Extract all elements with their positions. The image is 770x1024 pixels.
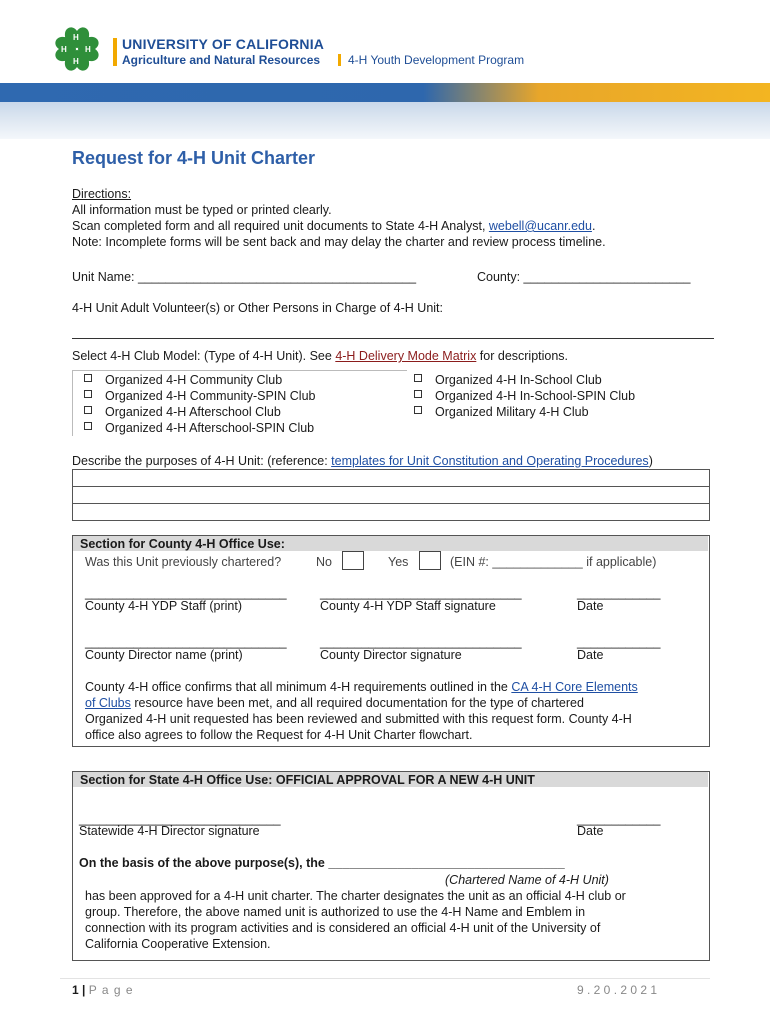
ydp-staff-print-label: County 4-H YDP Staff (print) [85, 599, 243, 613]
county-confirm-text: County 4-H office confirms that all minimum 4-H requirements outlined in the [85, 680, 512, 694]
county-confirm-text: resource have been met, and all required documentation for the type of chartered [130, 696, 584, 710]
checkbox-icon[interactable] [84, 374, 92, 382]
ydp-staff-signature-label: County 4-H YDP Staff signature [320, 599, 496, 613]
option-military[interactable] [414, 404, 589, 420]
org-subtitle: Agriculture and Natural Resources [122, 53, 321, 67]
county-section-heading: Section for County 4-H Office Use: [80, 537, 285, 551]
director-signature-label: County Director signature [320, 648, 462, 662]
club-model-label-end: for descriptions. [476, 349, 569, 363]
directions-line-3: Note: Incomplete forms will be sent back and may delay the charter and review process timeline. [72, 235, 606, 249]
checkbox-icon[interactable] [84, 406, 92, 414]
county-confirm-line-2 [85, 695, 584, 711]
page-word: P a g e [88, 983, 134, 997]
core-elements-link-cont[interactable]: of Clubs [85, 696, 131, 710]
svg-text:H: H [61, 45, 67, 54]
no-checkbox[interactable] [342, 551, 364, 570]
option-label: Organized 4-H Community Club [105, 373, 283, 387]
directions-line-2-text: Scan completed form and all required unit documents to State 4-H Analyst, [72, 219, 489, 233]
checkbox-icon[interactable] [84, 390, 92, 398]
footer-date: 9 . 2 0 . 2 0 2 1 [577, 983, 658, 997]
approval-text-4: California Cooperative Extension. [85, 937, 271, 951]
director-signature-line[interactable]: _____________________________ [320, 635, 522, 649]
directions-line-2-end: . [591, 219, 596, 233]
purposes-label-end: ) [648, 454, 653, 468]
ydp-date-line[interactable]: ____________ [577, 586, 661, 600]
option-community-spin[interactable] [84, 388, 316, 404]
checkbox-icon[interactable] [414, 406, 422, 414]
purposes-label-text: Describe the purposes of 4-H Unit: (reference: [72, 454, 332, 468]
purposes-textarea[interactable] [72, 469, 710, 521]
purposes-rule [73, 486, 709, 487]
state-date-line[interactable]: ____________ [577, 812, 661, 826]
ein-field[interactable]: (EIN #: _____________ if applicable) [450, 555, 657, 569]
delivery-mode-matrix-link[interactable]: 4-H Delivery Mode Matrix [335, 349, 477, 363]
previously-chartered-question: Was this Unit previously chartered? [85, 555, 282, 569]
state-director-signature-line[interactable]: _____________________________ [79, 812, 281, 826]
state-date-label: Date [577, 824, 604, 838]
club-model-label-text: Select 4-H Club Model: (Type of 4-H Unit). See [72, 349, 336, 363]
header-band-fade [0, 102, 770, 139]
svg-text:H: H [73, 33, 79, 42]
approval-text-3: connection with its program activities and is considered an official 4-H unit of the University of [85, 921, 601, 935]
checkbox-icon[interactable] [414, 374, 422, 382]
ydp-staff-signature-line[interactable]: _____________________________ [320, 586, 522, 600]
svg-text:H: H [73, 57, 79, 66]
option-afterschool[interactable] [84, 404, 281, 420]
checkbox-icon[interactable] [84, 422, 92, 430]
option-in-school[interactable] [414, 372, 602, 388]
unit-name-field[interactable]: Unit Name: ________________________________________ [72, 270, 417, 284]
state-director-signature-label: Statewide 4-H Director signature [79, 824, 260, 838]
director-name-line[interactable]: _____________________________ [85, 635, 287, 649]
analyst-email-link[interactable]: webell@ucanr.edu [488, 219, 592, 233]
org-name: UNIVERSITY OF CALIFORNIA [122, 36, 325, 52]
director-date-label: Date [577, 648, 604, 662]
county-confirm-line-3: Organized 4-H unit requested has been reviewed and submitted with this request form. County 4-H [85, 712, 632, 726]
header-divider [338, 54, 341, 66]
county-confirm-line-4: office also agrees to follow the Request for 4-H Unit Charter flowchart. [85, 728, 473, 742]
yes-checkbox[interactable] [419, 551, 441, 570]
approval-text-2: group. Therefore, the above named unit is authorized to use the 4-H Name and Emblem in [85, 905, 586, 919]
option-label: Organized 4-H In-School-SPIN Club [435, 389, 636, 403]
ydp-date-label: Date [577, 599, 604, 613]
directions-line-2 [72, 218, 595, 234]
basis-line[interactable]: On the basis of the above purpose(s), the __________________________________ [79, 856, 565, 870]
page-number-value: 1 [72, 983, 79, 997]
county-field[interactable]: County: ________________________ [477, 270, 691, 284]
directions-heading: Directions: [72, 187, 132, 201]
yes-label: Yes [388, 555, 409, 569]
approval-text-1: has been approved for a 4-H unit charter. The charter designates the unit as an official 4-H club or [85, 889, 626, 903]
county-confirm-line-1 [85, 679, 638, 695]
volunteers-input-line[interactable] [72, 338, 714, 339]
unit-constitution-templates-link[interactable]: templates for Unit Constitution and Operating Procedures [331, 454, 649, 468]
directions-line-1: All information must be typed or printed clearly. [72, 203, 332, 217]
4h-clover-logo [52, 23, 102, 75]
core-elements-link[interactable]: CA 4-H Core Elements [511, 680, 638, 694]
option-label: Organized 4-H Afterschool-SPIN Club [105, 421, 315, 435]
club-model-label [72, 348, 568, 364]
program-name: 4-H Youth Development Program [348, 53, 525, 67]
option-label: Organized 4-H In-School Club [435, 373, 602, 387]
purposes-label [72, 453, 653, 469]
purposes-rule [73, 503, 709, 504]
volunteers-label: 4-H Unit Adult Volunteer(s) or Other Persons in Charge of 4-H Unit: [72, 301, 443, 315]
option-label: Organized 4-H Community-SPIN Club [105, 389, 316, 403]
header-accent-bar [113, 38, 117, 66]
chartered-name-caption: (Chartered Name of 4-H Unit) [445, 873, 609, 887]
director-name-label: County Director name (print) [85, 648, 243, 662]
svg-text:H: H [85, 45, 91, 54]
option-label: Organized Military 4-H Club [435, 405, 589, 419]
page-title: Request for 4-H Unit Charter [72, 148, 316, 168]
page-number: 1 | P a g e [72, 983, 134, 997]
director-date-line[interactable]: ____________ [577, 635, 661, 649]
ydp-staff-print-line[interactable]: _____________________________ [85, 586, 287, 600]
checkbox-icon[interactable] [414, 390, 422, 398]
option-in-school-spin[interactable] [414, 388, 635, 404]
no-label: No [316, 555, 332, 569]
option-label: Organized 4-H Afterschool Club [105, 405, 281, 419]
option-afterschool-spin[interactable] [84, 420, 314, 436]
footer-rule [60, 978, 710, 979]
option-community[interactable] [84, 372, 282, 388]
state-section-heading: Section for State 4-H Office Use: OFFICIAL APPROVAL FOR A NEW 4-H UNIT [80, 773, 535, 787]
